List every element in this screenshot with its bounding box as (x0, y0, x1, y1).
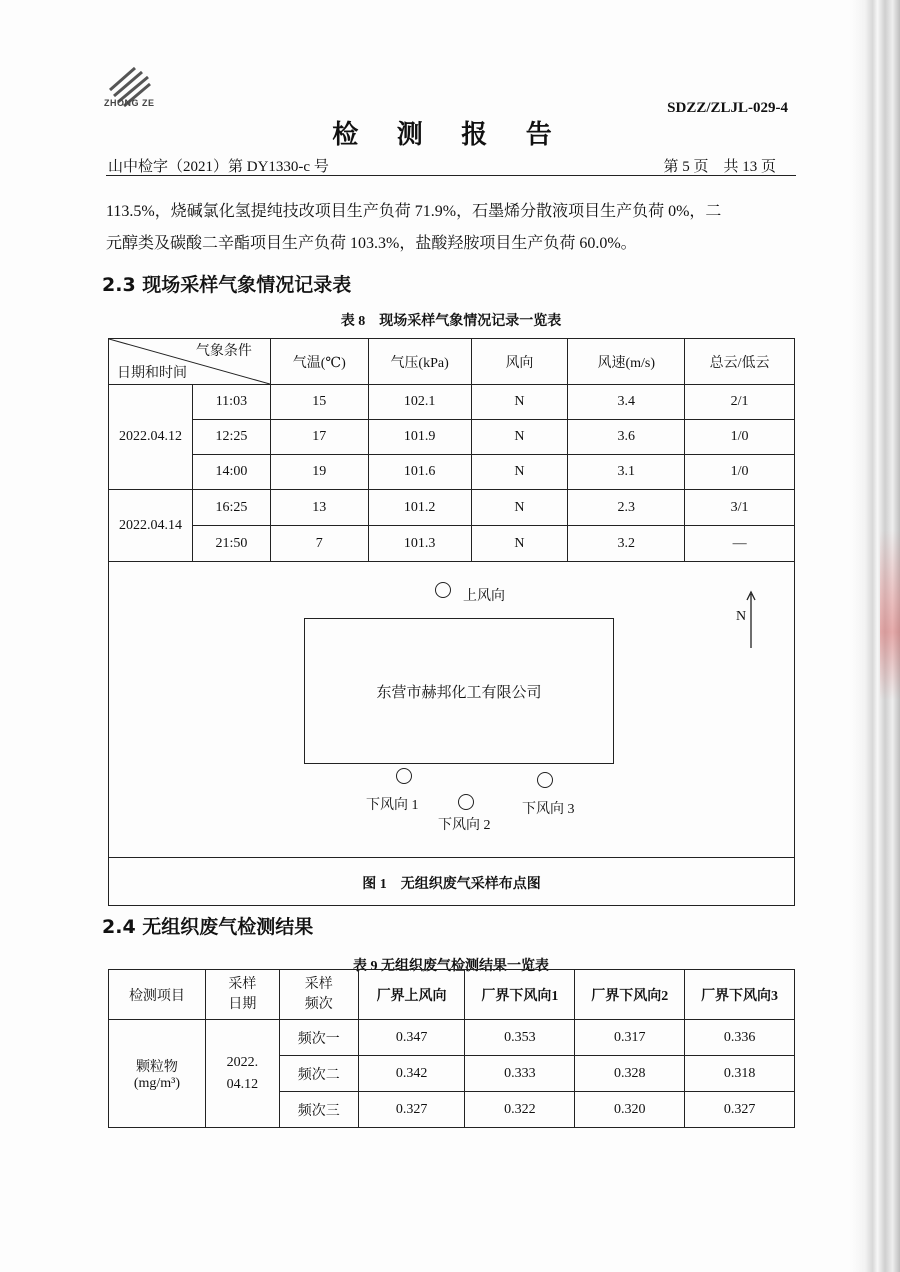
wind-dir-cell: N (471, 420, 568, 455)
report-title: 检 测 报 告 (332, 120, 568, 149)
value-cell: 0.347 (358, 1020, 465, 1056)
column-header-item: 检测项目 (109, 970, 206, 1020)
column-header-frequency: 采样 频次 (279, 970, 358, 1020)
wind-speed-cell: 3.1 (568, 455, 685, 490)
wind-speed-cell: 3.2 (568, 526, 685, 562)
cloud-cell: 3/1 (685, 490, 795, 526)
frequency-cell: 频次二 (279, 1056, 358, 1092)
table-row (109, 526, 795, 562)
intro-line-1: 113.5%，烧碱氯化氢提纯技改项目生产负荷 71.9%，石墨烯分散液项目生产负荷 0%，二 (106, 203, 722, 220)
item-cell (109, 1020, 206, 1128)
section-heading-2-4: 2.4 无组织废气检测结果 (102, 916, 314, 938)
table-row (109, 490, 795, 526)
downwind-3-label: 下风向 3 (522, 802, 575, 817)
document-code: SDZZ/ZLJL-029-4 (667, 100, 788, 116)
wind-speed-cell: 3.4 (568, 385, 685, 420)
downwind-1-point-icon (396, 768, 412, 784)
item-unit: (mg/m³) (133, 1075, 181, 1091)
value-cell: 0.320 (575, 1092, 685, 1128)
column-header: 厂界下风向3 (685, 970, 795, 1020)
value-cell: 0.328 (575, 1056, 685, 1092)
weather-table (108, 338, 795, 562)
wind-dir-cell: N (471, 490, 568, 526)
upwind-point-icon (435, 582, 451, 598)
cloud-cell: 1/0 (685, 420, 795, 455)
value-cell: 0.317 (575, 1020, 685, 1056)
downwind-1-label: 下风向 1 (366, 798, 419, 813)
table-row (109, 1020, 795, 1056)
pressure-cell: 101.9 (368, 420, 471, 455)
column-header: 总云/低云 (685, 339, 795, 385)
intro-line-2: 元醇类及碳酸二辛酯项目生产负荷 103.3%，盐酸羟胺项目生产负荷 60.0%。 (106, 235, 637, 252)
downwind-2-point-icon (458, 794, 474, 810)
north-arrow-icon (746, 590, 756, 648)
north-label: N (736, 609, 747, 624)
pressure-cell: 101.6 (368, 455, 471, 490)
report-number: 山中检字（2021）第 DY1330-c 号 (108, 159, 329, 175)
date-cell: 2022.04.14 (109, 490, 193, 562)
pressure-cell: 101.2 (368, 490, 471, 526)
downwind-3-point-icon (537, 772, 553, 788)
temp-cell: 19 (270, 455, 368, 490)
value-cell: 0.336 (685, 1020, 795, 1056)
cloud-cell: — (685, 526, 795, 562)
value-cell: 0.318 (685, 1056, 795, 1092)
column-header: 厂界下风向1 (465, 970, 575, 1020)
pressure-cell: 102.1 (368, 385, 471, 420)
item-name: 颗粒物 (135, 1059, 178, 1075)
header-divider (106, 175, 796, 176)
upwind-label: 上风向 (463, 589, 505, 604)
frequency-cell: 频次一 (279, 1020, 358, 1056)
page-info: 第 5 页 共 13 页 (663, 159, 776, 175)
time-cell: 16:25 (192, 490, 270, 526)
value-cell: 0.322 (465, 1092, 575, 1128)
date-cell: 2022.04.12 (109, 385, 193, 490)
figure-caption-divider (109, 857, 794, 858)
wind-speed-cell: 2.3 (568, 490, 685, 526)
wind-speed-cell: 3.6 (568, 420, 685, 455)
figure-1-caption: 图 1 无组织废气采样布点图 (362, 877, 541, 892)
wind-dir-cell: N (471, 385, 568, 420)
downwind-2-label: 下风向 2 (438, 818, 491, 833)
column-header: 气温(℃) (270, 339, 368, 385)
corner-bottom-label: 日期和时间 (117, 366, 187, 381)
plant-name: 东营市赫邦化工有限公司 (376, 685, 542, 701)
wind-dir-cell: N (471, 526, 568, 562)
plant-boundary (304, 618, 614, 764)
column-header: 气压(kPa) (368, 339, 471, 385)
seal-stamp-fragment (880, 530, 900, 700)
value-cell: 0.353 (465, 1020, 575, 1056)
column-header: 风向 (471, 339, 568, 385)
column-header: 厂界下风向2 (575, 970, 685, 1020)
temp-cell: 13 (270, 490, 368, 526)
column-header: 厂界上风向 (358, 970, 465, 1020)
logo-text: ZHONG ZE (104, 98, 155, 108)
section-heading-2-3: 2.3 现场采样气象情况记录表 (102, 274, 352, 296)
column-header-date: 采样 日期 (205, 970, 279, 1020)
table-row (109, 420, 795, 455)
weather-table-corner (109, 339, 271, 385)
time-cell: 21:50 (192, 526, 270, 562)
cloud-cell: 1/0 (685, 455, 795, 490)
time-cell: 11:03 (192, 385, 270, 420)
temp-cell: 17 (270, 420, 368, 455)
value-cell: 0.327 (685, 1092, 795, 1128)
time-cell: 14:00 (192, 455, 270, 490)
table-row (109, 455, 795, 490)
table-row (109, 385, 795, 420)
pressure-cell: 101.3 (368, 526, 471, 562)
intro-paragraph (106, 196, 798, 260)
cloud-cell: 2/1 (685, 385, 795, 420)
column-header: 风速(m/s) (568, 339, 685, 385)
value-cell: 0.342 (358, 1056, 465, 1092)
sample-date-cell: 2022. 04.12 (205, 1020, 279, 1128)
results-table (108, 969, 795, 1128)
frequency-cell: 频次三 (279, 1092, 358, 1128)
value-cell: 0.333 (465, 1056, 575, 1092)
temp-cell: 15 (270, 385, 368, 420)
value-cell: 0.327 (358, 1092, 465, 1128)
corner-top-label: 气象条件 (195, 344, 252, 359)
time-cell: 12:25 (192, 420, 270, 455)
wind-dir-cell: N (471, 455, 568, 490)
table-9-caption: 表 9 无组织废气检测结果一览表 (353, 959, 549, 974)
table-8-caption: 表 8 现场采样气象情况记录一览表 (340, 314, 562, 329)
sampling-layout-figure (108, 560, 795, 906)
temp-cell: 7 (270, 526, 368, 562)
